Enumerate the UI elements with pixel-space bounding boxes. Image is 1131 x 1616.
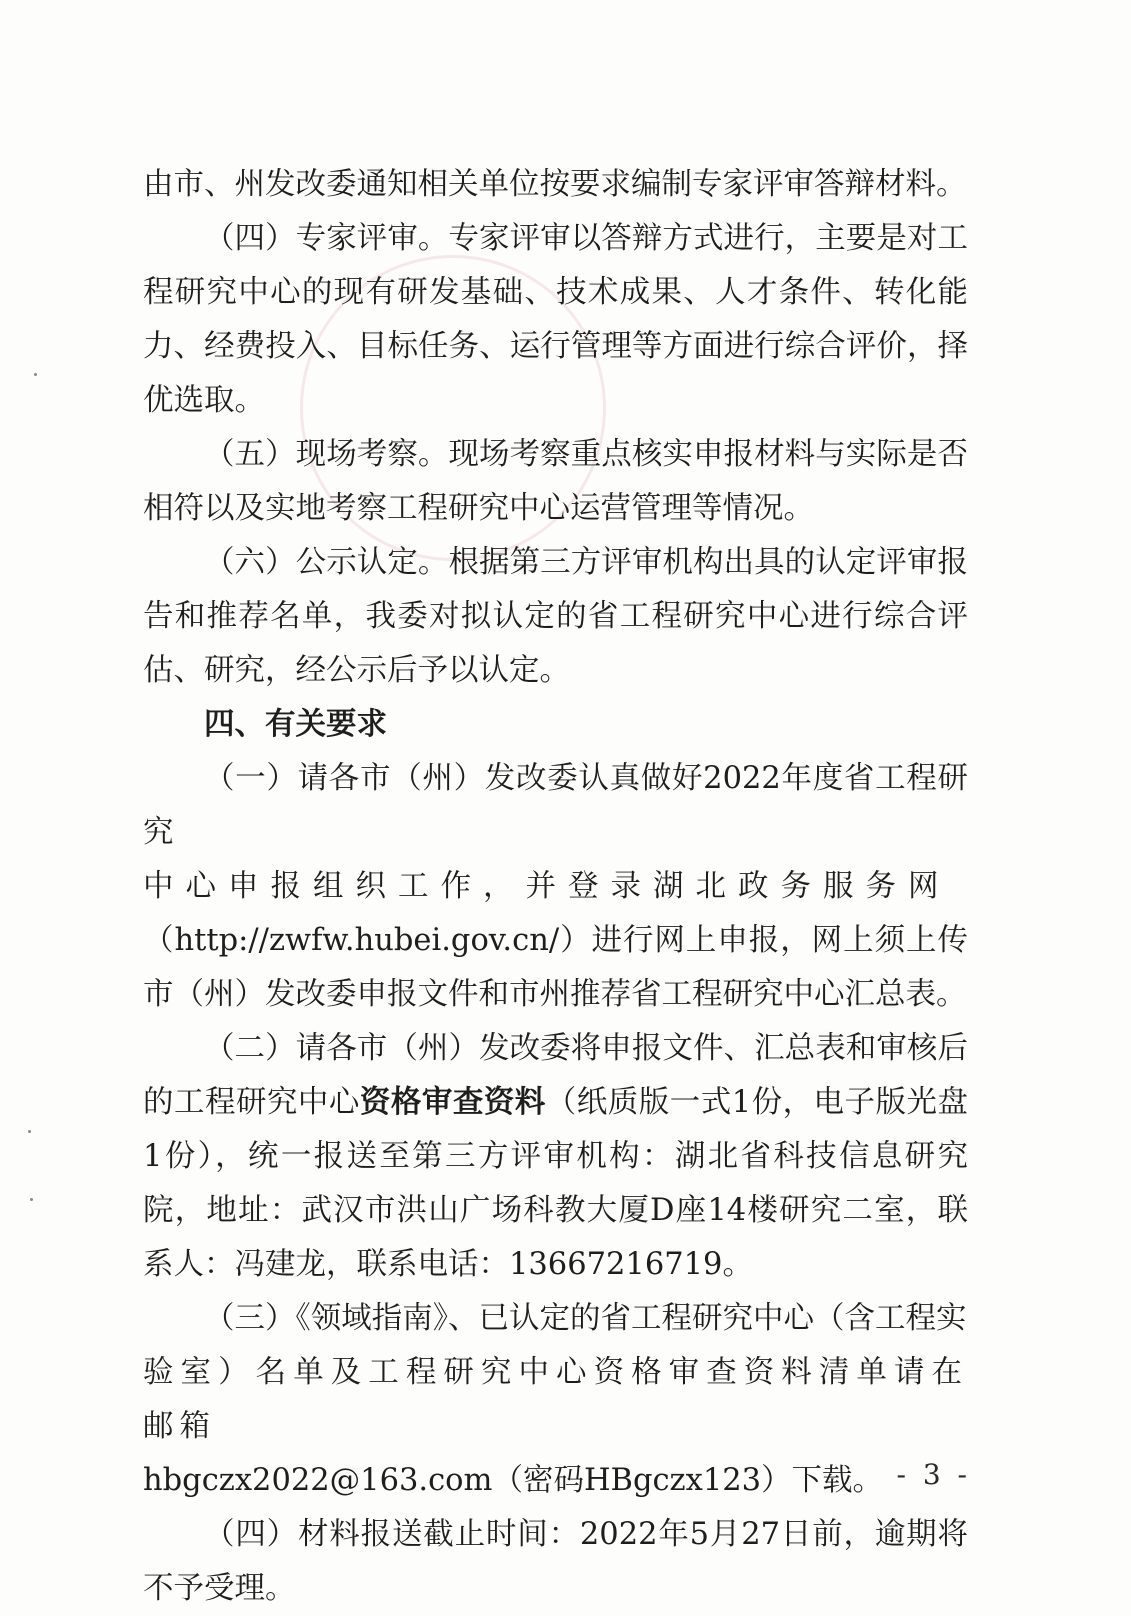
requirement-4: （四）材料报送截止时间：2022年5月27日前，逾期将不予受理。 <box>143 1517 968 1606</box>
requirement-1-line1: （一）请各市（州）发改委认真做好2022年度省工程研究 <box>143 761 968 850</box>
scan-speck <box>28 1130 31 1133</box>
requirement-2-before: （二）请各市（州）发改委将申报文件、汇总表和审核后的工程研究中心 <box>143 1031 968 1120</box>
requirement-2-bold: 资格审查资料 <box>359 1085 546 1120</box>
requirement-3-line2: 验室）名单及工程研究中心资格审查资料清单请在邮箱 <box>143 1355 968 1444</box>
scan-speck <box>30 1198 33 1201</box>
paragraph-site-inspection: （五）现场考察。现场考察重点核实申报材料与实际是否相符以及实地考察工程研究中心运营管理等情况。 <box>143 437 968 526</box>
paragraph-continuation: 由市、州发改委通知相关单位按要求编制专家评审答辩材料。 <box>143 167 967 202</box>
section-heading: 四、有关要求 <box>204 707 387 742</box>
requirement-3 <box>143 1292 968 1508</box>
requirement-2 <box>143 1022 968 1292</box>
requirement-2-after: （纸质版一式1份，电子版光盘1份），统一报送至第三方评审机构：湖北省科技信息研究院，地址：武汉市洪山广场科教大厦D座14楼研究二室，联系人：冯建龙，联系电话：13667216719。 <box>143 1085 968 1282</box>
requirement-1-rest: （http://zwfw.hubei.gov.cn/）进行网上申报，网上须上传市（州）发改委申报文件和市州推荐省工程研究中心汇总表。 <box>143 923 968 1012</box>
requirement-1 <box>143 752 968 1022</box>
document-body <box>143 158 968 1616</box>
scan-speck <box>34 373 37 376</box>
page-number: - 3 - <box>896 1458 971 1491</box>
requirement-3-rest: hbgczx2022@163.com（密码HBgczx123）下载。 <box>143 1463 884 1498</box>
requirement-1-line2: 中心申报组织工作，并登录湖北政务服务网 <box>143 869 951 904</box>
paragraph-public-announcement: （六）公示认定。根据第三方评审机构出具的认定评审报告和推荐名单，我委对拟认定的省工程研究中心进行综合评估、研究，经公示后予以认定。 <box>143 545 968 688</box>
paragraph-expert-review: （四）专家评审。专家评审以答辩方式进行，主要是对工程研究中心的现有研发基础、技术成果、人才条件、转化能力、经费投入、目标任务、运行管理等方面进行综合评价，择优选取。 <box>143 221 968 418</box>
requirement-3-line1: （三）《领域指南》、已认定的省工程研究中心（含工程实 <box>204 1301 967 1336</box>
